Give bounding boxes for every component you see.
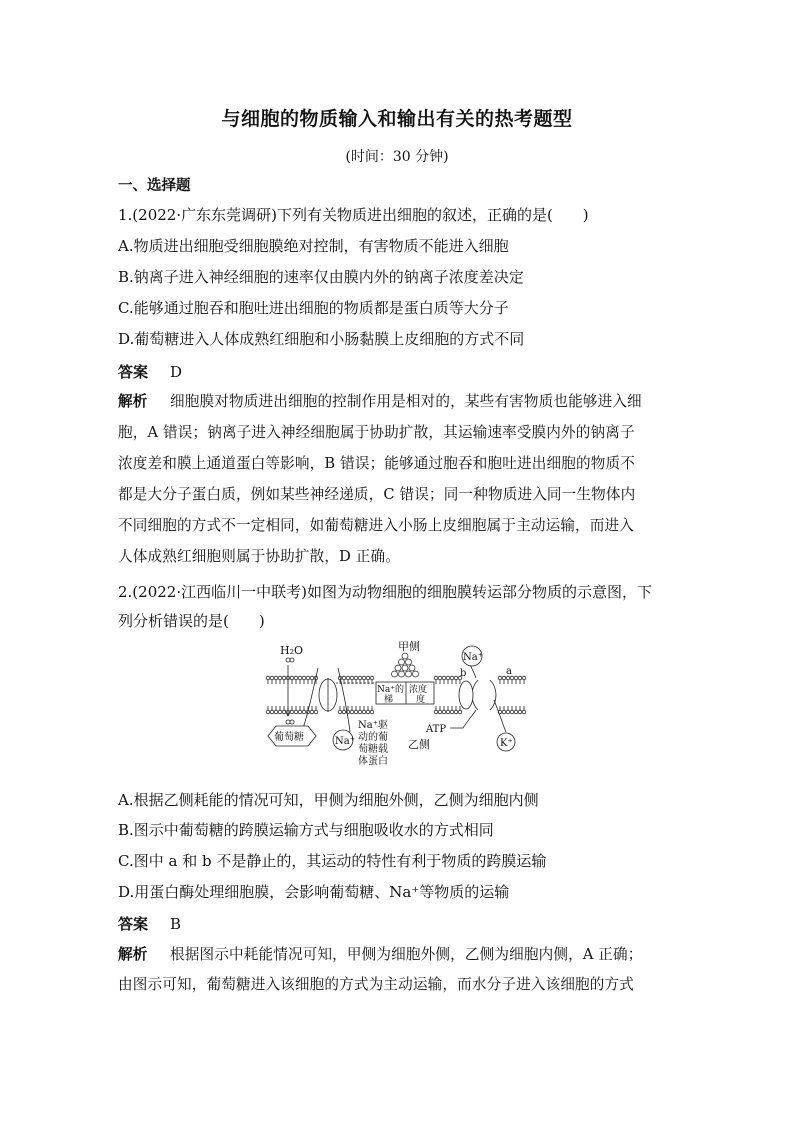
na-pile-circle bbox=[402, 653, 408, 659]
phospholipid-head bbox=[502, 710, 506, 714]
phospholipid-head bbox=[306, 676, 310, 680]
phospholipid-head bbox=[438, 676, 442, 680]
phospholipid-head bbox=[442, 710, 446, 714]
label-na-top: Na⁺ bbox=[463, 652, 483, 663]
phospholipid-head bbox=[266, 710, 270, 714]
k-arrow bbox=[494, 700, 506, 732]
phospholipid-head bbox=[442, 676, 446, 680]
analysis-line: 胞，A 错误；钠离子进入神经细胞属于协助扩散，其运输速率受膜内外的钠离子 bbox=[118, 424, 635, 441]
label-glucose: 葡萄糖 bbox=[274, 732, 304, 743]
label-atp: ATP bbox=[426, 724, 447, 735]
phospholipid-head bbox=[358, 676, 362, 680]
na-pile-circle bbox=[409, 665, 415, 671]
phospholipid-head bbox=[370, 710, 374, 714]
q1-stem: 1.(2022·广东东莞调研)下列有关物质进出细胞的叙述，正确的是( ) bbox=[118, 206, 589, 224]
phospholipid-head bbox=[290, 676, 294, 680]
q1-answer bbox=[118, 362, 182, 382]
phospholipid-head bbox=[274, 676, 278, 680]
q2-option-c: C.图中 a 和 b 不是静止的，其运动的特性有利于物质的跨膜运输 bbox=[118, 852, 547, 870]
label-jia: 甲侧 bbox=[398, 640, 420, 653]
phospholipid-head bbox=[342, 676, 346, 680]
answer-value: B bbox=[170, 915, 182, 933]
na-pile-circle bbox=[413, 671, 419, 677]
page-subtitle: (时间：30 分钟) bbox=[345, 149, 449, 165]
phospholipid-head bbox=[450, 676, 454, 680]
phospholipid-head bbox=[518, 710, 522, 714]
answer-label: 答案 bbox=[118, 363, 149, 381]
na-pile-circle bbox=[392, 671, 398, 677]
q1-option-b: B.钠离子进入神经细胞的速率仅由膜内外的钠离子浓度差决定 bbox=[118, 268, 524, 286]
na-pile-circle bbox=[399, 671, 405, 677]
analysis-label: 解析 bbox=[118, 393, 148, 410]
phospholipid-head bbox=[278, 710, 282, 714]
label-k: K⁺ bbox=[500, 738, 513, 749]
label-concentration-2: 度 bbox=[416, 695, 426, 705]
phospholipid-head bbox=[278, 676, 282, 680]
phospholipid-head bbox=[454, 710, 458, 714]
answer-label: 答案 bbox=[118, 915, 149, 933]
phospholipid-head bbox=[354, 710, 358, 714]
membrane-transport-diagram bbox=[258, 640, 528, 780]
phospholipid-head bbox=[506, 710, 510, 714]
phospholipid-head bbox=[370, 676, 374, 680]
phospholipid-head bbox=[298, 676, 302, 680]
page-title: 与细胞的物质输入和输出有关的热考题型 bbox=[221, 108, 573, 130]
answer-value: D bbox=[170, 363, 183, 381]
label-carrier-2: 动的葡 bbox=[358, 732, 388, 743]
phospholipid-head bbox=[294, 710, 298, 714]
q2-stem-line-1: 2.(2022·江西临川一中联考)如图为动物细胞的细胞膜转运部分物质的示意图，下 bbox=[118, 583, 652, 601]
q2-answer bbox=[118, 914, 181, 934]
phospholipid-head bbox=[302, 710, 306, 714]
phospholipid-head bbox=[514, 676, 518, 680]
label-concentration-1: 浓度 bbox=[409, 685, 428, 695]
phospholipid-head bbox=[350, 676, 354, 680]
analysis-line: 都是大分子蛋白质，例如某些神经递质，C 错误；同一种物质进入同一生物体内 bbox=[118, 486, 636, 503]
q2-option-a: A.根据乙侧耗能的情况可知，甲侧为细胞外侧，乙侧为细胞内侧 bbox=[118, 791, 539, 809]
q1-option-c: C.能够通过胞吞和胞吐进出细胞的物质都是蛋白质等大分子 bbox=[118, 299, 509, 317]
phospholipid-head bbox=[354, 676, 358, 680]
label-carrier-1: Na⁺驱 bbox=[358, 720, 388, 731]
q2-option-d: D.用蛋白酶处理细胞膜，会影响葡萄糖、Na⁺等物质的运输 bbox=[118, 883, 510, 901]
phospholipid-head bbox=[338, 710, 342, 714]
phospholipid-head bbox=[458, 710, 462, 714]
analysis-line: 不同细胞的方式不一定相同，如葡萄糖进入小肠上皮细胞属于主动运输，而进入 bbox=[118, 517, 635, 534]
label-yi: 乙侧 bbox=[408, 738, 430, 751]
label-na-bottom: Na⁺ bbox=[335, 736, 355, 747]
phospholipid-head bbox=[302, 676, 306, 680]
phospholipid-head bbox=[358, 710, 362, 714]
label-carrier-4: 体蛋白 bbox=[358, 756, 388, 767]
phospholipid-head bbox=[342, 710, 346, 714]
q1-option-a: A.物质进出细胞受细胞膜绝对控制，有害物质不能进入细胞 bbox=[118, 237, 509, 255]
phospholipid-head bbox=[310, 710, 314, 714]
q1-option-d: D.葡萄糖进入人体成熟红细胞和小肠黏膜上皮细胞的方式不同 bbox=[118, 330, 525, 348]
phospholipid-head bbox=[522, 676, 526, 680]
phospholipid-head bbox=[498, 676, 502, 680]
phospholipid-head bbox=[522, 710, 526, 714]
phospholipid-head bbox=[314, 710, 318, 714]
phospholipid-head bbox=[514, 710, 518, 714]
phospholipid-head bbox=[366, 710, 370, 714]
phospholipid-head bbox=[270, 710, 274, 714]
label-h2o: H₂O bbox=[280, 644, 304, 657]
phospholipid-head bbox=[350, 710, 354, 714]
na-pile-circle bbox=[395, 665, 401, 671]
na-pile-circle bbox=[402, 665, 408, 671]
phospholipid-head bbox=[282, 676, 286, 680]
phospholipid-head bbox=[362, 676, 366, 680]
phospholipid-head bbox=[270, 676, 274, 680]
phospholipid-head bbox=[362, 710, 366, 714]
phospholipid-head bbox=[438, 710, 442, 714]
phospholipid-head bbox=[346, 676, 350, 680]
phospholipid-head bbox=[366, 676, 370, 680]
label-gradient-2: 梯 bbox=[384, 695, 394, 705]
label-gradient-1: Na⁺的 bbox=[377, 685, 404, 695]
section-heading: 一、选择题 bbox=[118, 177, 191, 194]
phospholipid-head bbox=[446, 676, 450, 680]
analysis-line: 解析 细胞膜对物质进出细胞的控制作用是相对的，某些有害物质也能够进入细 bbox=[118, 393, 642, 410]
phospholipid-head bbox=[298, 710, 302, 714]
na-pile-circle bbox=[406, 671, 412, 677]
phospholipid-head bbox=[518, 676, 522, 680]
q2-stem-line-2: 列分析错误的是( ) bbox=[118, 612, 265, 630]
analysis-line: 解析 根据图示中耗能情况可知，甲侧为细胞外侧，乙侧为细胞内侧，A 正确； bbox=[118, 946, 643, 963]
phospholipid-head bbox=[454, 676, 458, 680]
phospholipid-head bbox=[294, 676, 298, 680]
na-pile-circle bbox=[406, 659, 412, 665]
phospholipid-head bbox=[434, 710, 438, 714]
phospholipid-head bbox=[266, 676, 270, 680]
phospholipid-head bbox=[310, 676, 314, 680]
phospholipid-head bbox=[434, 676, 438, 680]
channel-protein bbox=[472, 680, 496, 710]
phospholipid-head bbox=[446, 710, 450, 714]
label-a: a bbox=[506, 666, 512, 677]
pump-protein-b bbox=[459, 681, 473, 709]
analysis-label: 解析 bbox=[118, 946, 148, 963]
phospholipid-head bbox=[274, 710, 278, 714]
na-pile-circle bbox=[399, 659, 405, 665]
phospholipid-head bbox=[450, 710, 454, 714]
q2-option-b: B.图示中葡萄糖的跨膜运输方式与细胞吸收水的方式相同 bbox=[118, 821, 494, 839]
analysis-line: 由图示可知，葡萄糖进入该细胞的方式为主动运输，而水分子进入该细胞的方式 bbox=[118, 976, 635, 993]
label-b: b bbox=[460, 668, 467, 679]
label-carrier-3: 萄糖载 bbox=[358, 744, 388, 755]
analysis-line: 浓度差和膜上通道蛋白等影响，B 错误；能够通过胞吞和胞吐进出细胞的物质不 bbox=[118, 455, 635, 472]
phospholipid-head bbox=[510, 710, 514, 714]
analysis-line: 人体成熟红细胞则属于协助扩散，D 正确。 bbox=[118, 548, 401, 565]
